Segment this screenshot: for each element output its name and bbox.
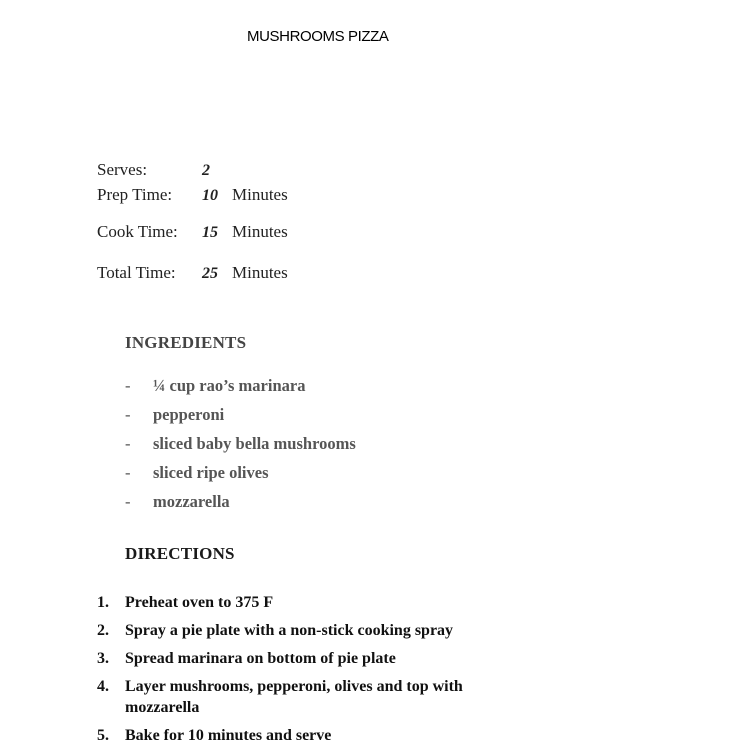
bullet-dash: - xyxy=(125,433,131,453)
meta-unit: Minutes xyxy=(232,222,288,241)
ingredients-list xyxy=(125,372,356,516)
step-number: 5. xyxy=(97,727,109,744)
meta-value: 15 xyxy=(202,224,218,241)
meta-unit: Minutes xyxy=(232,263,288,282)
recipe-title: MUSHROOMS PIZZA xyxy=(247,28,389,45)
step-number: 2. xyxy=(97,622,109,639)
list-item xyxy=(97,592,537,613)
step-text: Preheat oven to 375 F xyxy=(125,594,274,611)
ingredient-text: sliced baby bella mushrooms xyxy=(153,433,356,453)
step-number: 1. xyxy=(97,594,109,611)
bullet-dash: - xyxy=(125,376,131,396)
step-text: Spread marinara on bottom of pie plate xyxy=(125,650,396,667)
bullet-dash: - xyxy=(125,405,131,425)
meta-prep-time xyxy=(97,185,288,207)
ingredients-heading: INGREDIENTS xyxy=(125,333,247,352)
ingredient-text: pepperoni xyxy=(153,405,225,425)
meta-label: Serves: xyxy=(97,160,148,179)
ingredient-text: mozzarella xyxy=(153,491,230,511)
meta-label: Cook Time: xyxy=(97,222,178,241)
bullet-dash: - xyxy=(125,462,131,482)
step-number: 4. xyxy=(97,678,109,695)
step-text: Spray a pie plate with a non-stick cooking spray xyxy=(125,622,454,639)
meta-label: Prep Time: xyxy=(97,185,173,204)
meta-total-time xyxy=(97,263,288,285)
list-item xyxy=(125,401,356,430)
step-text: Layer mushrooms, pepperoni, olives and top with mozzarella xyxy=(125,678,463,716)
step-number: 3. xyxy=(97,650,109,667)
list-item xyxy=(97,620,537,641)
meta-unit: Minutes xyxy=(232,185,288,204)
list-item xyxy=(125,372,356,401)
list-item xyxy=(97,725,537,746)
meta-serves xyxy=(97,160,232,182)
meta-label: Total Time: xyxy=(97,263,176,282)
bullet-dash: - xyxy=(125,491,131,511)
list-item xyxy=(125,458,356,487)
step-text: Bake for 10 minutes and serve xyxy=(125,727,332,744)
meta-cook-time xyxy=(97,222,288,244)
ingredient-text: sliced ripe olives xyxy=(153,462,269,482)
list-item xyxy=(97,648,537,669)
list-item xyxy=(125,430,356,459)
meta-value: 10 xyxy=(202,187,218,204)
list-item xyxy=(125,487,356,516)
meta-value: 25 xyxy=(202,265,218,282)
ingredient-text: ¼ cup rao’s marinara xyxy=(153,376,306,396)
directions-heading: DIRECTIONS xyxy=(125,544,235,563)
meta-value: 2 xyxy=(202,162,210,179)
directions-list xyxy=(97,592,537,750)
list-item xyxy=(97,676,537,718)
